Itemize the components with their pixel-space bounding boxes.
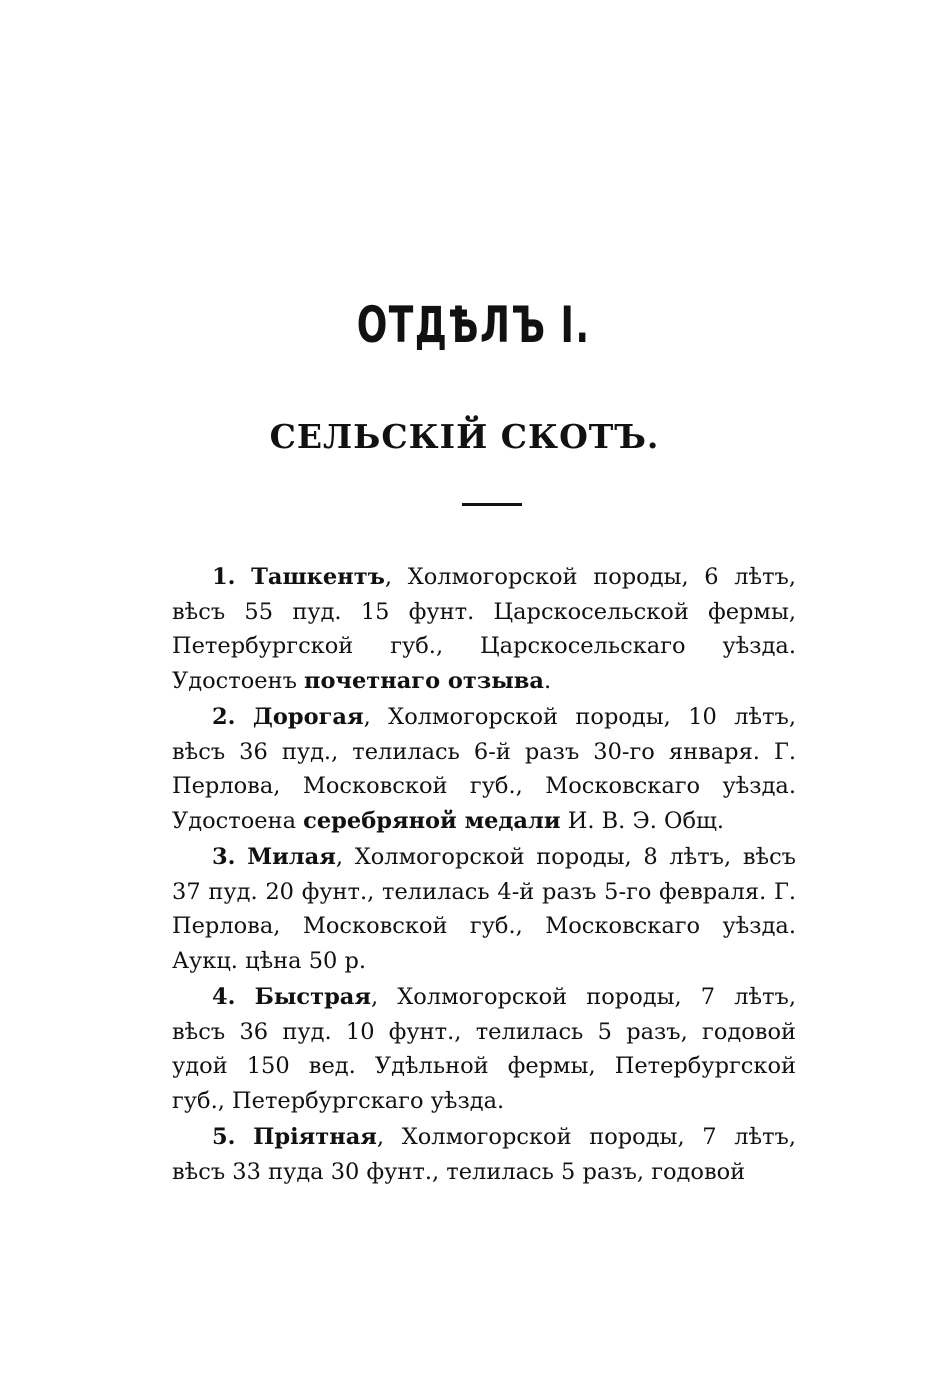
entry-number: 5. [212, 1124, 236, 1150]
catalog-entry [172, 700, 796, 838]
section-subtitle: СЕЛЬСКІЙ СКОТЪ. [269, 417, 660, 456]
entry-name: Дорогая [252, 704, 364, 730]
entry-number: 4. [212, 984, 236, 1010]
entry-tail: . [544, 667, 552, 694]
catalog-entry [172, 840, 796, 978]
entry-name: Быстрая [254, 984, 371, 1010]
entry-award: серебряной медали [303, 807, 561, 834]
entry-number: 3. [212, 844, 236, 870]
entry-text: , Холмогорской породы, 6 лѣтъ, вѣсъ 55 пуд. 15 фунт. Царскосельской фермы, Петербургской губ., Царскосельскаго уѣзда. Удостоенъ [172, 564, 796, 694]
entry-text: , Холмогорской породы, 8 лѣтъ, вѣсъ 37 пуд. 20 фунт., телилась 4-й разъ 5-го февраля. Г. Перлова, Московской губ., Московскаго уѣзда. Аукц. цѣна 50 р. [172, 844, 796, 974]
catalog-entries [172, 560, 796, 1191]
entry-text: , Холмогорской породы, 10 лѣтъ, вѣсъ 36 пуд., телилась 6-й разъ 30-го января. Г. Перлова, Московской губ., Московскаго уѣзда. Удостоена [172, 704, 796, 834]
catalog-entry [172, 560, 796, 698]
entry-name: Ташкентъ [251, 564, 385, 590]
catalog-entry [172, 980, 796, 1118]
section-title: ОТДѢЛЪ I. [356, 296, 591, 354]
entry-number: 1. [212, 564, 236, 590]
entry-award: почетнаго отзыва [304, 667, 544, 694]
entry-text: , Холмогорской породы, 7 лѣтъ, вѣсъ 36 пуд. 10 фунт., телилась 5 разъ, годовой удой 150 вед. Удѣльной фермы, Петербургской губ., Петербургскаго уѣзда. [172, 984, 797, 1114]
catalog-entry [172, 1120, 796, 1189]
entry-tail: И. В. Э. Общ. [560, 807, 725, 834]
entry-text: , Холмогорской породы, 7 лѣтъ, вѣсъ 33 пуда 30 фунт., телилась 5 разъ, годовой [172, 1124, 797, 1185]
entry-number: 2. [212, 704, 236, 730]
entry-name: Милая [247, 844, 336, 870]
divider-rule [462, 503, 522, 506]
entry-name: Пріятная [253, 1124, 377, 1150]
